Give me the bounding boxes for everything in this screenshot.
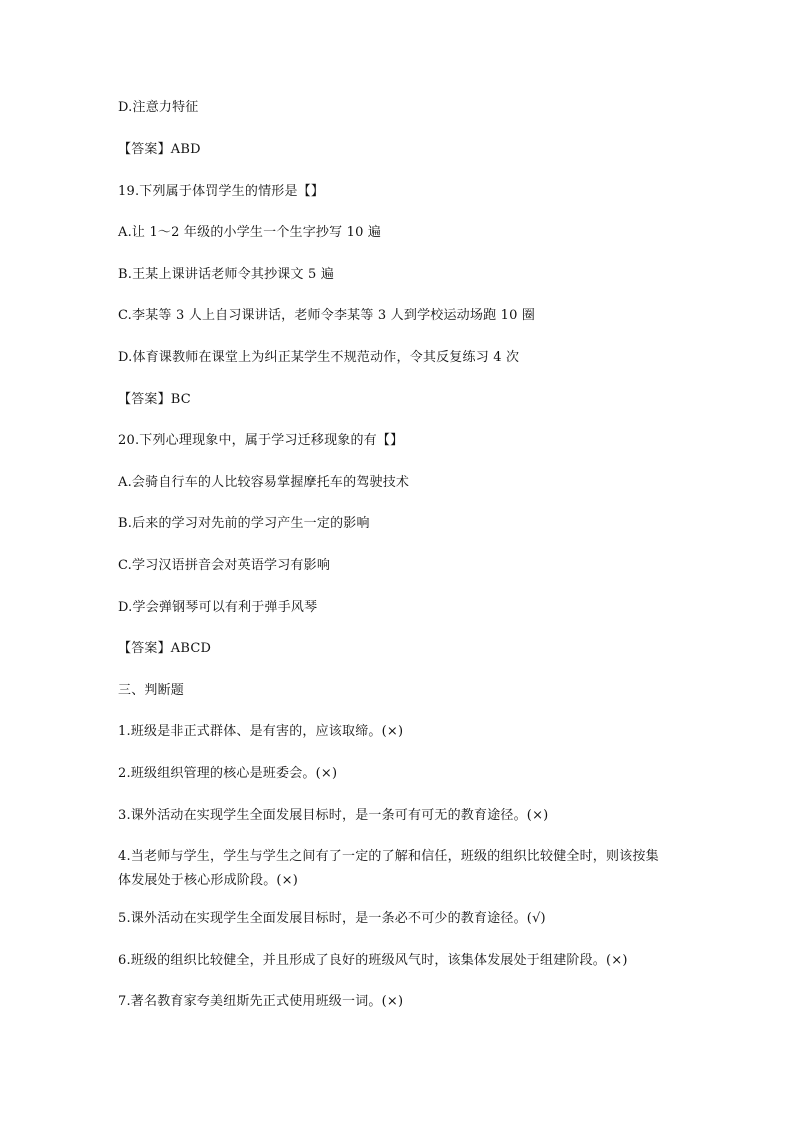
option-d-q19: D.体育课教师在课堂上为纠正某学生不规范动作，令其反复练习 4 次: [118, 350, 520, 365]
judgment-item-2: 2.班级组织管理的核心是班委会。(×): [118, 766, 338, 781]
answer-q19: 【答案】BC: [118, 392, 191, 407]
judgment-item-5: 5.课外活动在实现学生全面发展目标时，是一条必不可少的教育途径。(√): [118, 911, 546, 926]
judgment-item-4: 4.当老师与学生，学生与学生之间有了一定的了解和信任，班级的组织比较健全时，则该按集体发展处于核心形成阶段。(×): [118, 849, 659, 888]
answer-q18: 【答案】ABD: [118, 142, 201, 157]
option-a-q19: A.让 1～2 年级的小学生一个生字抄写 10 遍: [118, 225, 382, 240]
option-c-q19: C.李某等 3 人上自习课讲话，老师令李某等 3 人到学校运动场跑 10 圈: [118, 308, 536, 323]
option-a-q20: A.会骑自行车的人比较容易掌握摩托车的驾驶技术: [118, 475, 410, 490]
judgment-item-7: 7.著名教育家夸美纽斯先正式使用班级一词。(×): [118, 994, 404, 1009]
answer-q20: 【答案】ABCD: [118, 641, 212, 656]
option-d-q18: D.注意力特征: [118, 100, 199, 115]
judgment-item-1: 1.班级是非正式群体、是有害的，应该取缔。(×): [118, 724, 404, 739]
section-heading-judgment: 三、判断题: [118, 683, 185, 698]
option-c-q20: C.学习汉语拼音会对英语学习有影响: [118, 558, 331, 573]
option-d-q20: D.学会弹钢琴可以有利于弹手风琴: [118, 600, 318, 615]
question-20: 20.下列心理现象中，属于学习迁移现象的有【】: [118, 433, 404, 448]
judgment-item-6: 6.班级的组织比较健全，并且形成了良好的班级风气时，该集体发展处于组建阶段。(×): [118, 953, 628, 968]
option-b-q19: B.王某上课讲话老师令其抄课文 5 遍: [118, 267, 335, 282]
option-b-q20: B.后来的学习对先前的学习产生一定的影响: [118, 516, 370, 531]
judgment-item-3: 3.课外活动在实现学生全面发展目标时，是一条可有可无的教育途径。(×): [118, 808, 549, 823]
question-19: 19.下列属于体罚学生的情形是【】: [118, 184, 325, 199]
